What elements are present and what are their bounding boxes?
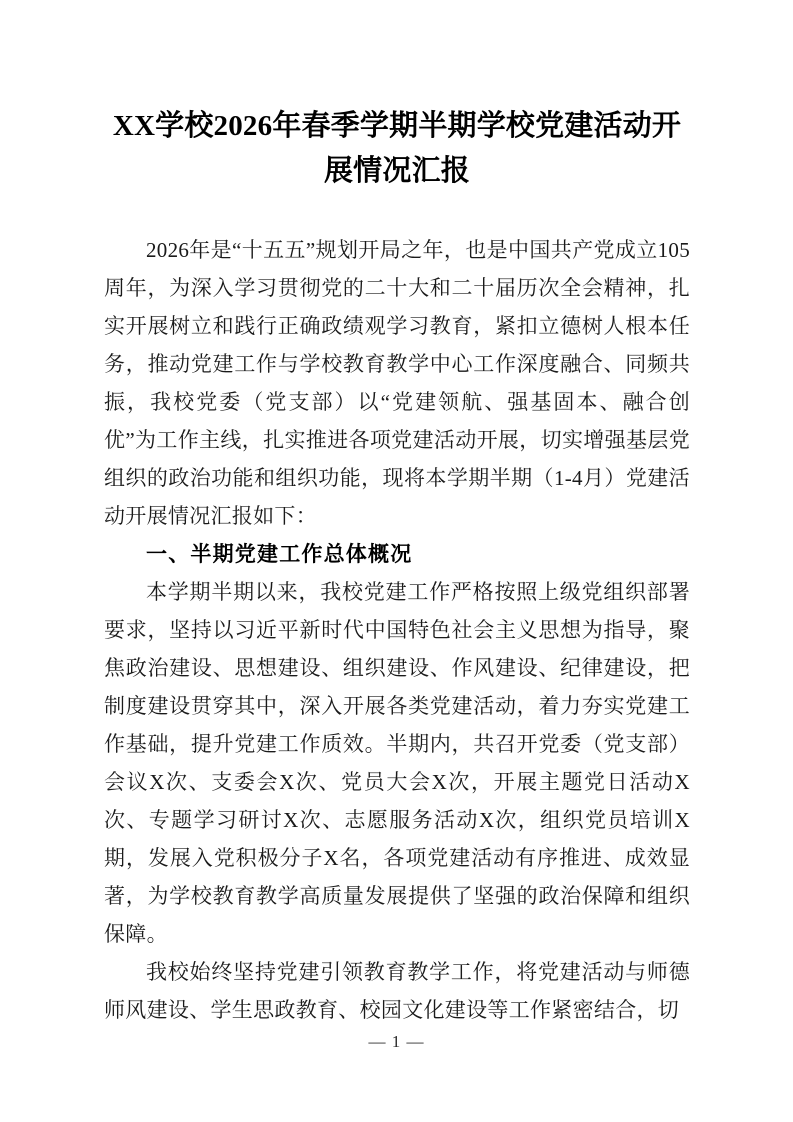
document-body bbox=[104, 0, 690, 1029]
page-number-footer: — 1 — bbox=[368, 1032, 425, 1051]
section-heading-one: 一、半期党建工作总体概况 bbox=[146, 542, 413, 566]
page-title: XX学校2026年春季学期半期学校党建活动开展情况汇报 bbox=[112, 110, 682, 187]
paragraph-intro: 2026年是“十五五”规划开局之年，也是中国共产党成立105周年，为深入学习贯彻党的二十大和二十届历次全会精神，扎实开展树立和践行正确政绩观学习教育，紧扣立德树人根本任务，推动党建工作与学校教育教学中心工作深度融合、同频共振，我校党委（党支部）以“党建领航、强基固本、融合创优”为工作主线，扎实推进各项党建活动开展，切实增强基层党组织的政治功能和组织功能，现将本学期半期（1-4月）党建活动开展情况汇报如下： bbox=[104, 238, 690, 528]
paragraph-overview-2: 我校始终坚持党建引领教育教学工作，将党建活动与师德师风建设、学生思政教育、校园文化建设等工作紧密结合，切 bbox=[104, 960, 690, 1022]
paragraph-overview-1: 本学期半期以来，我校党建工作严格按照上级党组织部署要求，坚持以习近平新时代中国特色社会主义思想为指导，聚焦政治建设、思想建设、组织建设、作风建设、纪律建设，把制度建设贯穿其中，深入开展各类党建活动，着力夯实党建工作基础，提升党建工作质效。半期内，共召开党委（党支部）会议X次、支委会X次、党员大会X次，开展主题党日活动X次、专题学习研讨X次、志愿服务活动X次，组织党员培训X期，发展入党积极分子X名，各项党建活动有序推进、成效显著，为学校教育教学高质量发展提供了坚强的政治保障和组织保障。 bbox=[104, 580, 690, 946]
